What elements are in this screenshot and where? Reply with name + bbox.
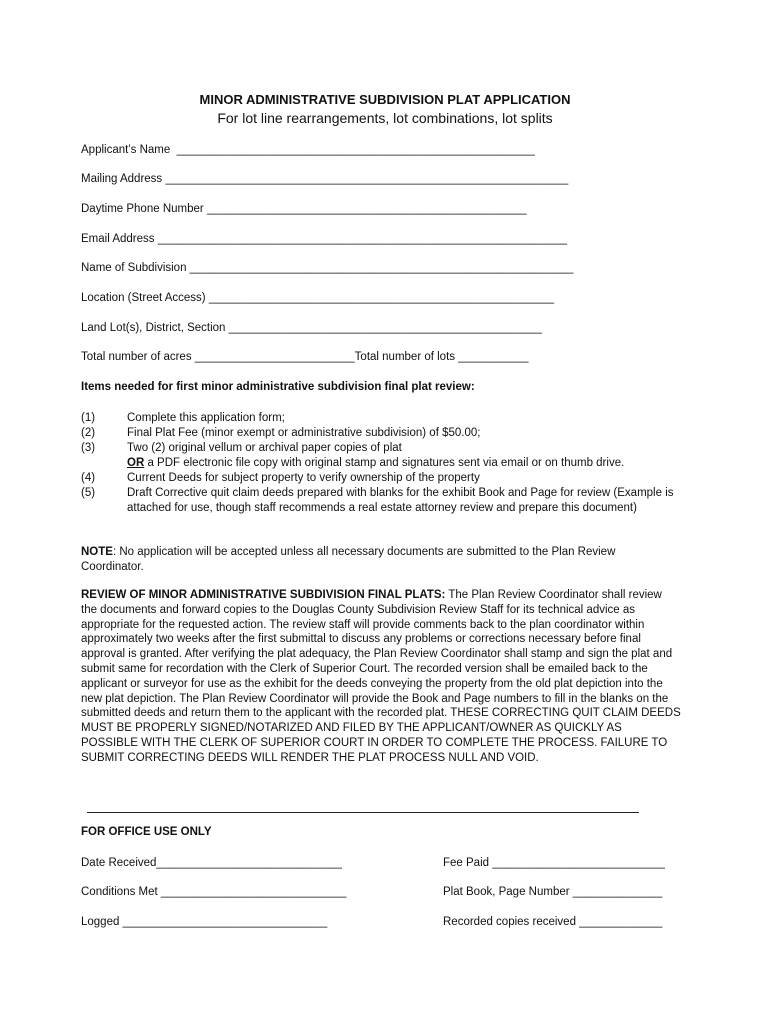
list-item	[81, 486, 681, 516]
mailing-address-field[interactable]: Mailing Address _______________________________________________________________	[81, 173, 569, 185]
subdivision-name-field[interactable]: Name of Subdivision ____________________________________________________________	[81, 262, 574, 274]
form-title: MINOR ADMINISTRATIVE SUBDIVISION PLAT APPLICATION	[199, 92, 571, 107]
office-use-heading: FOR OFFICE USE ONLY	[81, 826, 212, 838]
review-text: The Plan Review Coordinator shall review the documents and forward copies to the Douglas County Subdivision Review Staff for its technical advice as appropriate for the requested action. The review staff will provide comments back to the plan coordinator within approximately two weeks after the first submittal to discuss any problems or corrections necessary before final approval is granted. After verifying the plat adequacy, the Plan Review Coordinator shall stamp and sign the plat and submit same for recordation with the Clerk of Superior Court. The recorded version shall be emailed back to the applicant or surveyor for use as the exhibit for the deeds conveying the property from the old plat depiction into the new plat depiction. The Plan Review Coordinator will provide the Book and Page numbers to fill in the blanks on the submitted deeds and return them to the applicant with the recorded plat. THESE CORRECTING QUIT CLAIM DEEDS MUST BE PROPERLY SIGNED/NOTARIZED AND FILED BY THE APPLICANT/OWNER AS QUICKLY AS POSSIBLE WITH THE CLERK OF SUPERIOR COURT IN ORDER TO COMPLETE THE PROCESS. FAILURE TO SUBMIT CORRECTING DEEDS WILL RENDER THE PLAT PROCESS NULL AND VOID.	[81, 589, 681, 764]
logged-field[interactable]: Logged ________________________________	[81, 916, 328, 928]
date-received-field[interactable]: Date Received_____________________________	[81, 857, 342, 869]
item-number: (4)	[81, 472, 96, 484]
recorded-copies-field[interactable]: Recorded copies received _____________	[443, 916, 663, 928]
plat-book-field[interactable]: Plat Book, Page Number ______________	[443, 886, 663, 898]
item-number: (1)	[81, 412, 96, 424]
item-text: Final Plat Fee (minor exempt or administrative subdivision) of $50.00;	[127, 427, 481, 439]
list-item	[81, 456, 681, 471]
or-label: OR	[127, 457, 145, 469]
fee-paid-field[interactable]: Fee Paid ___________________________	[443, 857, 665, 869]
list-item	[81, 426, 681, 441]
land-lot-field[interactable]: Land Lot(s), District, Section _________________________________________________	[81, 322, 543, 334]
note-paragraph	[81, 545, 681, 574]
daytime-phone-field[interactable]: Daytime Phone Number __________________________________________________	[81, 203, 527, 215]
location-field[interactable]: Location (Street Access) ______________________________________________________	[81, 292, 555, 304]
review-paragraph	[81, 588, 681, 766]
list-item	[81, 411, 681, 426]
item-number: (3)	[81, 442, 96, 454]
list-item	[81, 441, 681, 456]
form-subtitle: For lot line rearrangements, lot combinations, lot splits	[217, 110, 553, 126]
email-address-field[interactable]: Email Address ________________________________________________________________	[81, 233, 568, 245]
item-number	[81, 456, 127, 471]
item-text	[127, 456, 681, 471]
note-label: NOTE	[81, 546, 113, 558]
note-text: : No application will be accepted unless all necessary documents are submitted to the Plan Review Coordinator.	[81, 546, 616, 573]
section-divider	[87, 812, 639, 813]
items-heading: Items needed for first minor administrative subdivision final plat review:	[81, 381, 475, 393]
item-text: Two (2) original vellum or archival paper copies of plat	[127, 442, 402, 454]
item-text: Draft Corrective quit claim deeds prepared with blanks for the exhibit Book and Page for review (Example is attached for use, though staff recommends a real estate attorney review and prepare this document)	[127, 487, 674, 514]
applicant-name-field[interactable]: Applicant’s Name ________________________________________________________	[81, 144, 535, 156]
review-label: REVIEW OF MINOR ADMINISTRATIVE SUBDIVISION FINAL PLATS:	[81, 589, 446, 601]
item-text: Current Deeds for subject property to verify ownership of the property	[127, 472, 480, 484]
item-text: Complete this application form;	[127, 412, 285, 424]
list-item	[81, 471, 681, 486]
items-list	[81, 411, 681, 516]
acres-and-lots-field[interactable]: Total number of acres _________________________Total number of lots ___________	[81, 351, 529, 363]
conditions-met-field[interactable]: Conditions Met _____________________________	[81, 886, 347, 898]
item-number: (2)	[81, 427, 96, 439]
or-text: a PDF electronic file copy with original stamp and signatures sent via email or on thumb drive.	[144, 457, 625, 469]
item-number: (5)	[81, 487, 96, 499]
